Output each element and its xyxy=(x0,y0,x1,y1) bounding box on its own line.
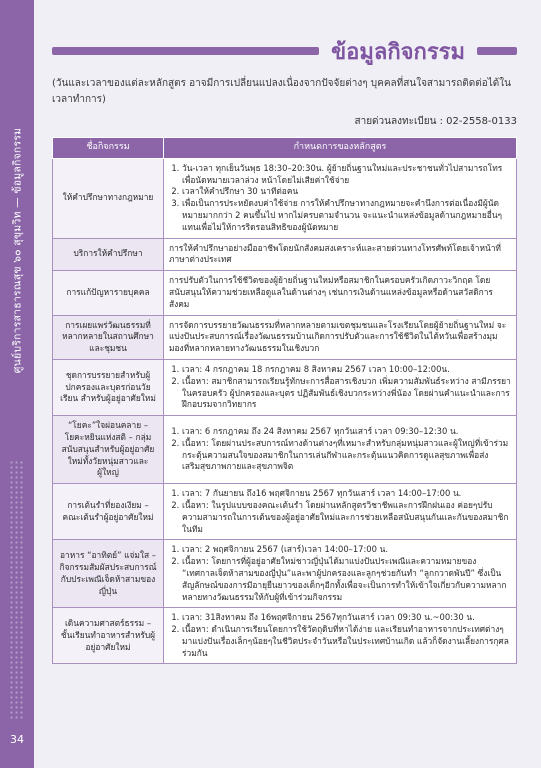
decorative-dots xyxy=(9,460,23,720)
page-number: 34 xyxy=(10,733,24,746)
table-row xyxy=(53,416,517,484)
title-bar-left xyxy=(52,47,319,55)
main-content xyxy=(52,30,517,664)
detail-item: 1. วัน-เวลา ทุกเย็นวันพุธ 18:30–20:30น. ผู้ย้ายถิ่นฐานใหม่และประชาชนทั่วไปสามารถโทรเพื่อนัดหมายเวลาล่วง หน้าโดยไม่เสียค่าใช้จ่าย xyxy=(182,163,511,187)
detail-item: 2. เนื้อหา: โดยการที่ผู้อยู่อาศัยใหม่ชาวญี่ปุ่นได้มาแบ่งปันประเพณีและความหมายของ “เทศกาลเจ็ดห้าสามของญี่ปุ่น”และพาผู้ปกครองและลูกๆช่วยกันทำ “ลูกกวาดพันปี” ซึ่งเป็นสัญลักษณ์ของการมีอายุยืนยาวของเด็กๆอีกทั้งเพื่อจะเป็นการทำให้เข้าใจเกี่ยวกับความหลากหลายทางวัฒนธรรมให้กับผู้ที่เข้าร่วมกิจกรรม xyxy=(182,556,511,603)
activity-detail xyxy=(164,540,517,608)
activity-detail: การจัดการบรรยายวัฒนธรรมที่หลากหลายตามเขตชุมชนและโรงเรียนโดยผู้ย้ายถิ่นฐานใหม่ จะแบ่งปันประสบการณ์เรื่องวัฒนธรรมบ้านเกิดการปรับตัวและการใช้ชีวิตในไต้หวันเพื่อสร้างมุมมองที่หลากหลายทางวัฒนธรรมในเชิงบวก xyxy=(164,315,517,359)
detail-item: 1. เวลา: 31สิงหาคม ถึง 16พฤศจิกายน 2567ทุกวันเสาร์ เวลา 09:30 น.~00:30 น. xyxy=(182,612,511,624)
info-note: (วันและเวลาของแต่ละหลักสูตร อาจมีการเปลี่ยนแปลงเนื่องจากปัจจัยต่างๆ บุคคลที่สนใจสามารถติดต่อได้ในเวลาทำการ) xyxy=(52,78,512,105)
page-title: ข้อมูลกิจกรรม xyxy=(331,39,465,65)
activity-name: การแก้ปัญหารายบุคคล xyxy=(53,271,164,315)
table-row xyxy=(53,540,517,608)
activity-table xyxy=(52,137,517,664)
detail-item: 3. เพื่อเป็นการประหยัดงบค่าใช้จ่าย การให้คำปรึกษาทางกฎหมายจะคำนึงการต่อเนื่องมีผู้นัดหมายมากกว่า 2 คนขึ้นไป หากไม่ครบตามจำนวน จะแนะนำแหล่งข้อมูลด้านกฎหมายอื่นๆแทนเพื่อไม่ให้การริดรอนสิทธิของผู้นัดหมาย xyxy=(182,198,511,233)
activity-name: บริการให้คำปรึกษา xyxy=(53,238,164,271)
header-schedule: กำหนดการของหลักสูตร xyxy=(164,138,517,159)
activity-name: อาหาร “อาทิตย์” แจ่มใส – กิจกรรมสัมผัสประสบการณ์กับประเพณีเจ็ดห้าสามของญี่ปุ่น xyxy=(53,540,164,608)
activity-detail: การปรับตัวในการใช้ชีวิตของผู้ย้ายถิ่นฐานใหม่หรือสมาชิกในครอบครัวเกิดภาวะวิกฤต โดยสนับสนุนให้ความช่วยเหลือดูแลในด้านต่างๆ เช่นการเงินด้านแหล่งข้อมูลหรือด้านสวัสดิการสังคม xyxy=(164,271,517,315)
activity-detail: การให้คำปรึกษาอย่างมืออาชีพโดยนักสังคมสงเคราะห์และสายด่วนทางโทรศัพท์โดยเจ้าหน้าที่ภาษาต่างประเทศ xyxy=(164,238,517,271)
detail-item: 1. เวลา: 4 กรกฎาคม 18 กรกฎาคม 8 สิงหาคม 2567 เวลา 10:00–12:00น. xyxy=(182,364,511,376)
detail-item: 2. เนื้อหา: ดำเนินการเรียนโดยการใช้วัตถุดิบที่หาได้ง่าย และเรียนทำอาหารจากประเทศต่างๆ มาแบ่งปันเรื่องเล็กๆน้อยๆในชีวิตประจำวันหรือในประเทศบ้านเกิด แล้วก็จัดงานเลี้ยงการกุศลร่วมกัน xyxy=(182,624,511,659)
detail-item: 2. เนื้อหา: สมาชิกสามารถเรียนรู้ทักษะการสื่อสารเชิงบวก เพิ่มความสัมพันธ์ระหว่าง สามีภรรยาในครอบครัว ผู้ปกครองและบุตร ปฏิสัมพันธ์เชิงบวกระหว่างพี่น้อง โดยผ่านคำแนะนำและการฝึกอบรมจากวิทยากร xyxy=(182,376,511,411)
activity-name: “โยคะ”ใจผ่อนคลาย – โยคะหยินแห่งสติ – กลุ่มสนับสนุนสำหรับผู้อยู่อาศัยใหม่ทั้งวัยหนุ่มสาวและผู้ใหญ่ xyxy=(53,416,164,484)
table-row xyxy=(53,359,517,415)
table-header-row xyxy=(53,138,517,159)
hotline: สายด่วนลงทะเบียน : 02-2558-0133 xyxy=(354,116,517,127)
side-bar xyxy=(0,0,34,768)
table-row xyxy=(53,608,517,664)
detail-item: 2. เวลาให้คำปรึกษา 30 นาทีต่อคน xyxy=(182,186,511,198)
activity-detail xyxy=(164,359,517,415)
detail-item: 1. เวลา: 7 กันยายน ถึง16 พฤศจิกายน 2567 ทุกวันเสาร์ เวลา 14:00–17:00 น. xyxy=(182,488,511,500)
table-row xyxy=(53,315,517,359)
activity-detail xyxy=(164,158,517,238)
activity-name: เดินความศาสตร์ธรรม – ชั้นเรียนทำอาหารสำหรับผู้อยู่อาศัยใหม่ xyxy=(53,608,164,664)
activity-name: ชุดการบรรยายสำหรับผู้ปกครองและบุตรก่อนวัยเรียน สำหรับผู้อยู่อาศัยใหม่ xyxy=(53,359,164,415)
header-activity: ชื่อกิจกรรม xyxy=(53,138,164,159)
activity-detail xyxy=(164,416,517,484)
detail-item: 2. เนื้อหา: ในรูปแบบของคณะเต้นรำ โดยผ่านหลักสูตรวิชาชีพและการฝึกฝนเอง ค่อยๆปรับความสามารถในการเต้นของผู้อยู่อาศัยใหม่และการช่วยเหลือสนับสนุนกันและกันของสมาชิกในทีม xyxy=(182,500,511,535)
title-row xyxy=(52,30,517,72)
activity-name: การเต้นรำที่ยองเงียม – คณะเต้นรำผู้อยู่อาศัยใหม่ xyxy=(53,484,164,540)
detail-item: 1. เวลา: 2 พฤศจิกายน 2567 (เสาร์)เวลา 14:00–17:00 น. xyxy=(182,544,511,556)
activity-name: ให้คำปรึกษาทางกฎหมาย xyxy=(53,158,164,238)
detail-item: 1. เวลา: 6 กรกฎาคม ถึง 24 สิงหาคม 2567 ทุกวันเสาร์ เวลา 09:30–12:30 น. xyxy=(182,426,511,438)
detail-item: 2. เนื้อหา: โดยผ่านประสบการณ์ทางด้านต่างๆที่เหมาะสำหรับกลุ่มหนุ่มสาวและผู้ใหญ่ที่เข้าร่วม กระตุ้นความสนใจของสมาชิกในการเล่นกีฬาและกระตุ้นแนวคิดการดูแลสุขภาพเพื่อส่งเสริมสุขภาพกายและสุขภาพจิต xyxy=(182,438,511,473)
side-caption xyxy=(5,30,29,470)
table-row xyxy=(53,158,517,238)
table-row xyxy=(53,484,517,540)
activity-detail xyxy=(164,484,517,540)
activity-detail xyxy=(164,608,517,664)
table-row xyxy=(53,271,517,315)
title-bar-right xyxy=(477,47,517,55)
table-row xyxy=(53,238,517,271)
activity-name: การเผยแพร่วัฒนธรรมที่หลากหลายในสถานศึกษาและชุมชน xyxy=(53,315,164,359)
side-caption-text: ศูนย์บริการสาธารณสุข ๖๐ สุขุมวิท — ข้อมูลกิจกรรม xyxy=(11,127,24,373)
